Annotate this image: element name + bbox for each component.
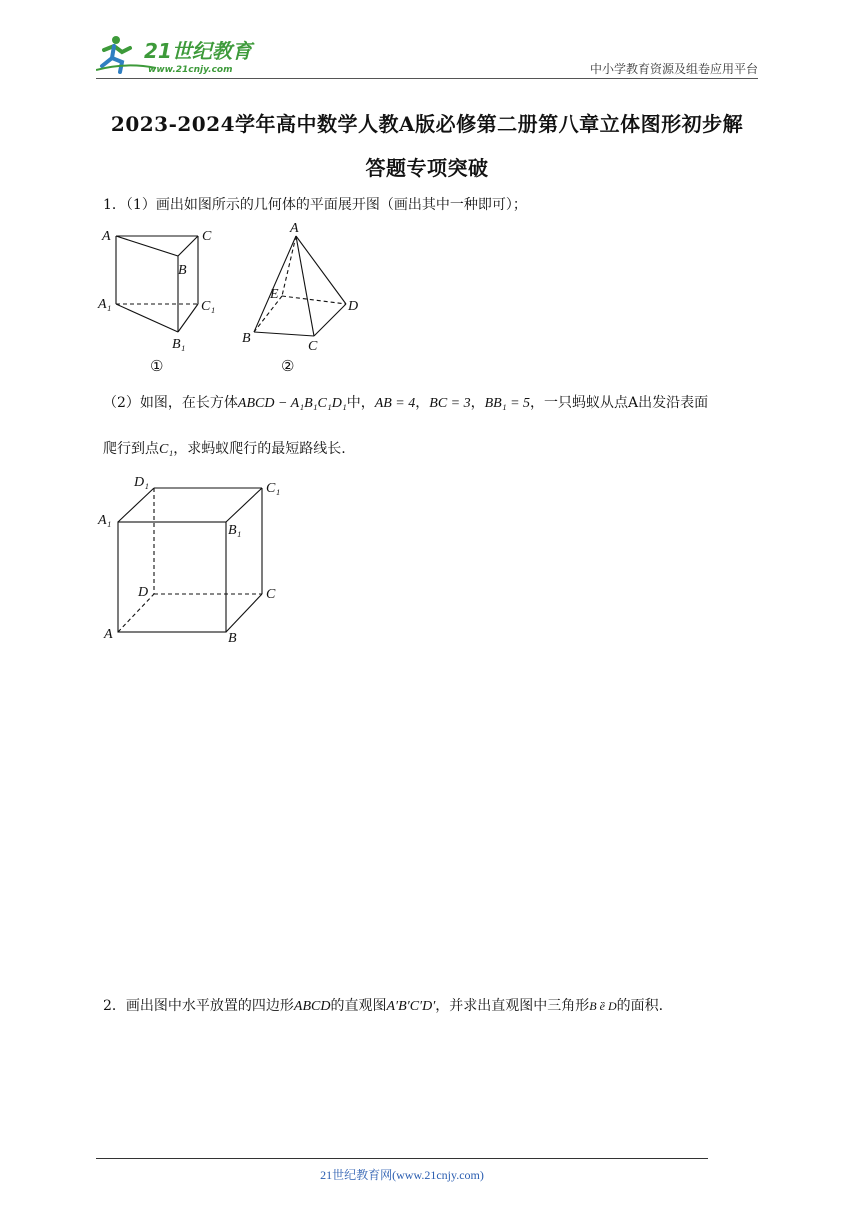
label-B1: B₁ [172, 337, 186, 352]
label-D1: D₁ [134, 475, 149, 490]
bc-length: BC = 3 [429, 396, 471, 411]
q2-text [103, 996, 663, 1017]
q2-mid2: ，并求出直观图中三角形 [435, 998, 590, 1014]
label-C1: C₁ [266, 481, 281, 496]
figure1-label: ① [150, 357, 164, 375]
figure2-label: ② [281, 357, 295, 375]
label-C1: C₁ [201, 299, 216, 314]
label-D: D [138, 585, 149, 600]
label-B: B [242, 331, 251, 346]
ab-length: AB = 4 [374, 396, 416, 411]
label-B1: B₁ [228, 523, 242, 538]
q1-part2-line1 [103, 393, 708, 414]
site-logo [96, 32, 266, 76]
pyramid-figure [238, 222, 368, 352]
label-B: B [178, 263, 187, 278]
label-C: C [308, 339, 318, 352]
q1-part2-suffix: ，一只蚂蚁从点A出发沿表面 [530, 395, 709, 411]
label-A1: A₁ [98, 297, 112, 312]
q2-mid: 的直观图 [330, 998, 387, 1014]
q1-part2-mid: 中， [346, 395, 375, 411]
label-A1: A₁ [98, 513, 112, 528]
label-B: B [228, 631, 237, 646]
q1-part2-line2-a: 爬行到点 [103, 441, 159, 457]
label-C: C [266, 587, 276, 602]
header-divider [96, 78, 758, 79]
label-A: A [102, 229, 111, 244]
footer-link[interactable]: 21世纪教育网(www.21cnjy.com) [320, 1168, 484, 1182]
bb1-length: BB₁ = 5 [484, 396, 531, 411]
footer-divider [96, 1158, 708, 1159]
q1-part1-text: 1．（1）画出如图所示的几何体的平面展开图（画出其中一种即可）； [103, 197, 527, 213]
q1-part2-line2 [103, 439, 346, 460]
label-C: C [202, 229, 212, 244]
page-title-line2: 答题专项突破 [365, 156, 489, 180]
q2-suffix: 的面积. [616, 998, 664, 1014]
header-platform-text: 中小学教育资源及组卷应用平台 [589, 62, 758, 76]
triangle-name: B ȅ D [589, 999, 617, 1013]
page-header [96, 28, 758, 80]
label-E: E [270, 287, 279, 302]
label-A: A [104, 627, 113, 642]
label-D: D [348, 299, 359, 314]
label-A: A [290, 222, 299, 236]
cuboid-figure [96, 470, 296, 650]
q2-prefix: 2．画出图中水平放置的四边形 [103, 998, 294, 1014]
q1-part2-prefix: （2）如图，在长方体 [103, 395, 238, 411]
q1-part2-line2-b: ，求蚂蚁爬行的最短路线长. [173, 441, 346, 457]
prism-figure [96, 222, 236, 352]
point-c1: C₁ [159, 442, 174, 457]
sep: ， [470, 395, 485, 411]
quad-name: ABCD [293, 999, 331, 1014]
sep: ， [415, 395, 430, 411]
cuboid-name: ABCD − A₁B₁C₁D₁ [237, 396, 347, 411]
quad-prime-name: A′B′C′D′ [386, 999, 436, 1014]
logo-url: www.21cnjy.com [148, 65, 233, 75]
page-title-line1: 2023-2024学年高中数学人教A版必修第二册第八章立体图形初步解 [110, 112, 744, 136]
logo-text: 21世纪教育 [144, 39, 252, 63]
